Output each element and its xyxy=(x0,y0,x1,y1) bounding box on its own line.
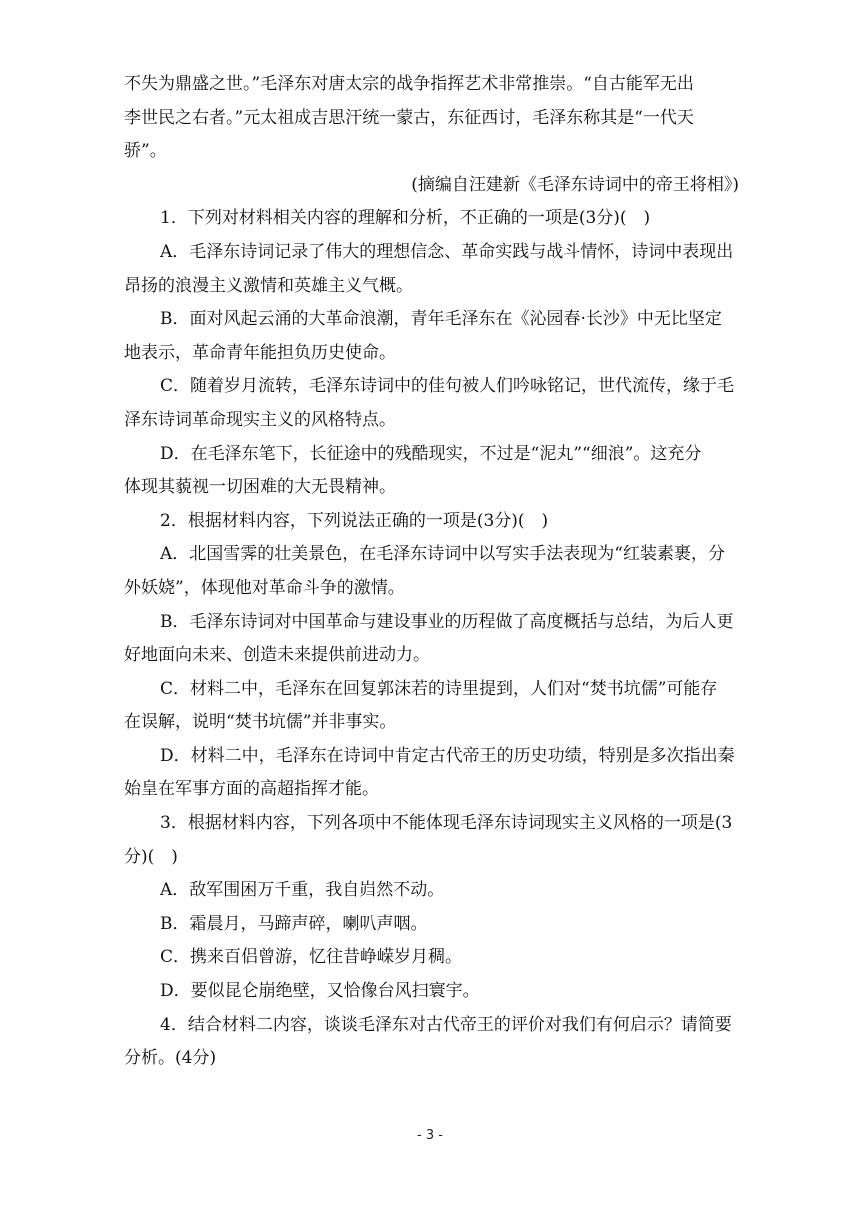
text-line: 李世民之右者。”元太祖成吉思汗统一蒙古，东征西讨，毛泽东称其是“一代天 xyxy=(124,107,694,128)
option-line: 昂扬的浪漫主义激情和英雄主义气概。 xyxy=(124,275,413,296)
option-c: C．携来百侣曾游，忆往昔峥嵘岁月稠。 xyxy=(160,947,463,968)
question-stem: 3．根据材料内容，下列各项中不能体现毛泽东诗词现实主义风格的一项是(3 xyxy=(160,813,733,834)
option-c xyxy=(124,673,739,740)
text-line: 不失为鼎盛之世。”毛泽东对唐太宗的战争指挥艺术非常推崇。“自古能军无出 xyxy=(124,74,694,94)
text-line: 骄”。 xyxy=(124,141,167,162)
option-line: A．北国雪霁的壮美景色，在毛泽东诗词中以写实手法表现为“红装素裹，分 xyxy=(160,544,725,565)
option-b xyxy=(124,606,739,673)
question-stem: 分)( ) xyxy=(124,846,178,867)
option-line: 好地面向未来、创造未来提供前进动力。 xyxy=(124,645,430,666)
option-line: C．随着岁月流转，毛泽东诗词中的佳句被人们吟咏铭记，世代流传，缘于毛 xyxy=(160,376,735,397)
option-a xyxy=(124,538,739,605)
option-line: 泽东诗词革命现实主义的风格特点。 xyxy=(124,409,396,430)
page-content xyxy=(124,68,739,1076)
option-line: 体现其藐视一切困难的大无畏精神。 xyxy=(124,477,396,498)
source-citation: (摘编自汪建新《毛泽东诗词中的帝王将相》) xyxy=(411,174,739,195)
question-2 xyxy=(124,505,739,807)
option-c xyxy=(124,370,739,437)
option-line: 地表示，革命青年能担负历史使命。 xyxy=(124,342,396,363)
option-d: D．要似昆仑崩绝壁，又恰像台风扫寰宇。 xyxy=(160,981,480,1002)
passage-tail xyxy=(124,68,739,169)
option-line: D．材料二中，毛泽东在诗词中肯定古代帝王的历史功绩，特别是多次指出秦 xyxy=(160,745,735,766)
question-4 xyxy=(124,1009,739,1076)
question-stem: 1．下列对材料相关内容的理解和分析，不正确的一项是(3分)( ) xyxy=(160,208,651,229)
question-stem: 4．结合材料二内容，谈谈毛泽东对古代帝王的评价对我们有何启示？请简要 xyxy=(160,1014,732,1035)
option-line: 在误解，说明“焚书坑儒”并非事实。 xyxy=(124,712,397,733)
option-line: B．毛泽东诗词对中国革命与建设事业的历程做了高度概括与总结，为后人更 xyxy=(160,611,734,632)
option-line: 始皇在军事方面的高超指挥才能。 xyxy=(124,779,379,800)
option-line: A．毛泽东诗词记录了伟大的理想信念、革命实践与战斗情怀，诗词中表现出 xyxy=(160,241,734,262)
option-a: A．敌军围困万千重，我自岿然不动。 xyxy=(160,880,445,901)
question-3 xyxy=(124,807,739,1009)
question-stem: 分析。(4分) xyxy=(124,1048,217,1069)
option-d xyxy=(124,740,739,807)
page-number: - 3 - xyxy=(417,1128,443,1143)
option-a xyxy=(124,236,739,303)
option-b: B．霜晨月，马蹄声碎，喇叭声咽。 xyxy=(160,913,428,934)
option-line: D．在毛泽东笔下，长征途中的残酷现实，不过是“泥丸”“细浪”。这充分 xyxy=(160,443,702,464)
option-line: 外妖娆”，体现他对革命斗争的激情。 xyxy=(124,577,405,598)
question-1 xyxy=(124,202,739,504)
option-d xyxy=(124,438,739,505)
option-line: C．材料二中，毛泽东在回复郭沫若的诗里提到，人们对“焚书坑儒”可能存 xyxy=(160,678,718,699)
option-line: B．面对风起云涌的大革命浪潮，青年毛泽东在《沁园春·长沙》中无比坚定 xyxy=(160,309,722,330)
option-b xyxy=(124,303,739,370)
question-stem: 2．根据材料内容，下列说法正确的一项是(3分)( ) xyxy=(160,510,549,531)
